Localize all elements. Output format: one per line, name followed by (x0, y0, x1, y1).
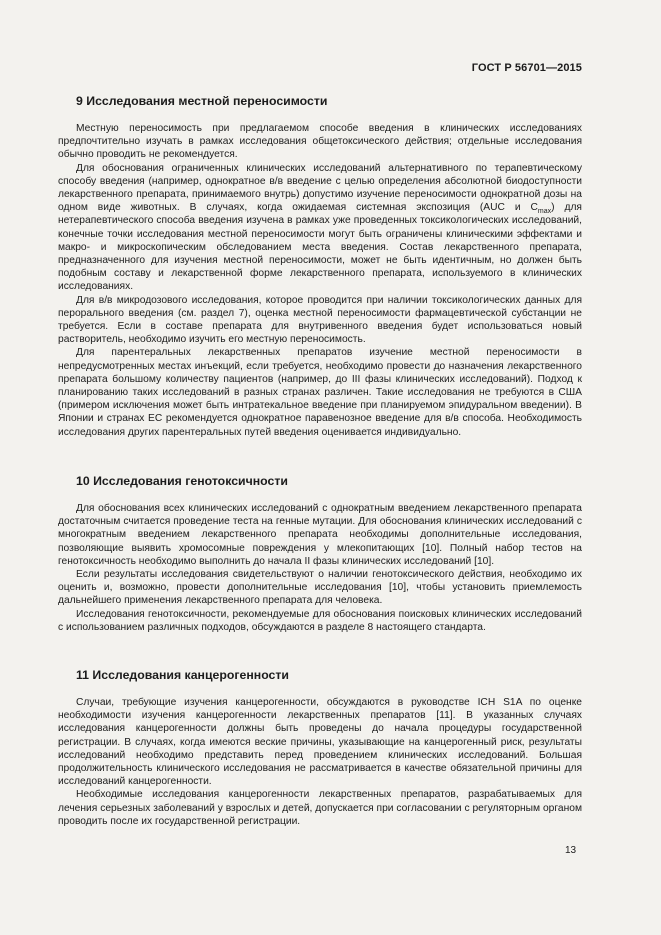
section-9-body (58, 122, 582, 439)
cmax-subscript: max (537, 208, 552, 216)
section-10-body (58, 502, 582, 634)
paragraph-text: Для обоснования ограниченных клинических исследований альтернативного по терапевтическому способу введения (например, однократное в/в введение с целью определения абсолютной биодоступности лекарственного препарата, принимаемого внутрь) допустимо изучение переносимости однократной дозы на одном виде животных. В случаях, когда ожидаемая системная экспозиция (AUC и C (58, 162, 582, 214)
paragraph: Местную переносимость при предлагаемом способе введения в клинических исследованиях предпочтительно изучать в рамках исследования общетоксического действия; отдельные исследования обычно проводить не рекомендуется. (58, 123, 582, 161)
paragraph: Для парентеральных лекарственных препаратов изучение местной переносимости в непредусмотренных местах инъекций, если требуется, необходимо провести до назначения лекарственного препарата большому количеству пациентов (например, до III фазы клинических исследований). Подход к планированию таких исследований в разных странах различен. Такие исследования не требуются в США (примером исключения может быть интратекальное введение при планируемом эпидуральном введении). В Японии и странах ЕС рекомендуется однократное паравенозное введение для в/в способа. Необходимость исследования других парентеральных путей введения оценивается индивидуально. (58, 347, 582, 438)
document-code: ГОСТ Р 56701—2015 (471, 62, 582, 74)
paragraph: Для в/в микродозового исследования, которое проводится при наличии токсикологических данных для перорального введения (см. раздел 7), оценка местной переносимости фармацевтической субстанции не требуется. Если в составе препарата для внутривенного введения будет использоваться новый растворитель, необходимо изучить его местную переносимость. (58, 294, 582, 346)
section-11-body (58, 696, 582, 828)
section-10-title: 10 Исследования генотоксичности (76, 474, 288, 488)
paragraph: Необходимые исследования канцерогенности лекарственных препаратов, разрабатываемых для лечения серьезных заболеваний у взрослых и детей, допускается при согласовании с регуляторным органом проводить после их государственной регистрации. (58, 789, 582, 827)
paragraph: Исследования генотоксичности, рекомендуемые для обоснования поисковых клинических исследований с использованием различных подходов, обсуждаются в разделе 8 настоящего стандарта. (58, 608, 582, 633)
paragraph: Случаи, требующие изучения канцерогенности, обсуждаются в руководстве ICH S1A по оценке необходимости изучения канцерогенности лекарственных препаратов [11]. В указанных случаях исследования канцерогенности должны быть проведены до начала процедуры государственной регистрации. В случаях, когда имеются веские причины, указывающие на канцерогенный риск, результаты исследований необходимо представить перед проведением клинических исследований. Большая продолжительность клинического исследования не рассматривается в качестве обязательной причины для исследований канцерогенности. (58, 697, 582, 788)
section-11-title: 11 Исследования канцерогенности (76, 668, 289, 682)
paragraph-text: ) для нетерапевтического способа введения изучена в рамках уже проведенных токсикологических исследований, конечные точки исследования местной переносимости могут быть ограничены клиническими эффектами и макро- и микроскопическим обследованием места введения. Состав лекарственного препарата, предназначенного для изучения местной переносимости, может не быть идентичным, но должен быть подобным составу и лекарственной форме лекарственного препарата, используемого в клинических исследованиях. (58, 202, 582, 293)
paragraph: Для обоснования всех клинических исследований с однократным введением лекарственного препарата достаточным считается проведение теста на генные мутации. Для обоснования клинических исследований с многократным введением лекарственного препарата необходимы дополнительные исследования, позволяющие выявить хромосомные повреждения у млекопитающих [10]. Полный набор тестов на генотоксичность необходимо выполнить до начала II фазы клинических исследований [10]. (58, 503, 582, 567)
section-9-title: 9 Исследования местной переносимости (76, 94, 328, 108)
page-number: 13 (565, 845, 577, 856)
paragraph (58, 162, 582, 294)
paragraph: Если результаты исследования свидетельствуют о наличии генотоксического действия, необходимо их оценить и, возможно, провести дополнительные исследования [10], чтобы установить приемлемость дальнейшего применения лекарственного препарата для человека. (58, 569, 582, 607)
